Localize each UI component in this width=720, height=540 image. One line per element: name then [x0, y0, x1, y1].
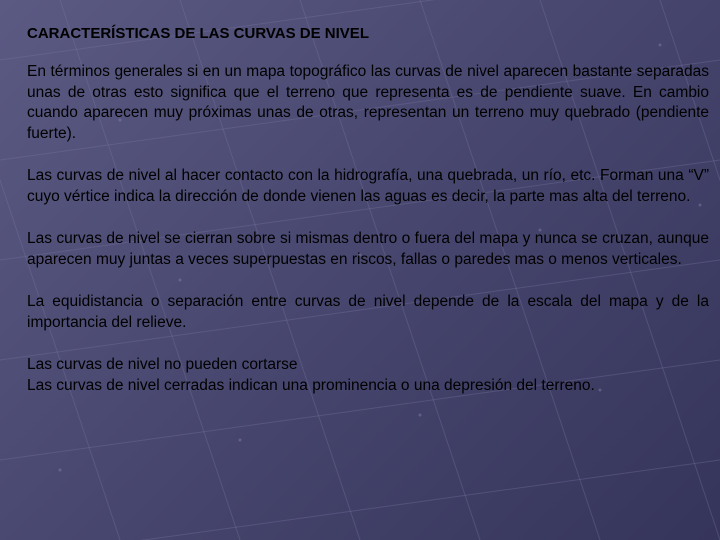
paragraph-equidistancia: La equidistancia o separación entre curvas de nivel depende de la escala del mapa y de la importancia del relieve. — [27, 293, 709, 331]
paragraph-final — [27, 355, 709, 396]
slide-title: CARACTERÍSTICAS DE LAS CURVAS DE NIVEL — [27, 25, 369, 42]
paragraph-cierre: Las curvas de nivel se cierran sobre si mismas dentro o fuera del mapa y nunca se cruzan, aunque aparecen muy juntas a veces superpuestas en riscos, fallas o paredes mas o menos verticales. — [27, 230, 709, 268]
slide-content — [27, 24, 709, 396]
paragraph-hidrografia: Las curvas de nivel al hacer contacto con la hidrografía, una quebrada, un río, etc. Forman una “V” cuyo vértice indica la dirección de donde vienen las aguas es decir, la parte mas alta del terreno. — [27, 167, 709, 205]
final-line-cortarse: Las curvas de nivel no pueden cortarse — [27, 356, 298, 373]
final-line-cerradas: Las curvas de nivel cerradas indican una prominencia o una depresión del terreno. — [27, 376, 595, 394]
paragraph-pendiente: En términos generales si en un mapa topográfico las curvas de nivel aparecen bastante separadas unas de otras esto significa que el terreno que representa es de pendiente suave. En cambio cuando aparecen muy próximas unas de otras, representan un terreno muy quebrado (pendiente fuerte). — [27, 63, 709, 142]
